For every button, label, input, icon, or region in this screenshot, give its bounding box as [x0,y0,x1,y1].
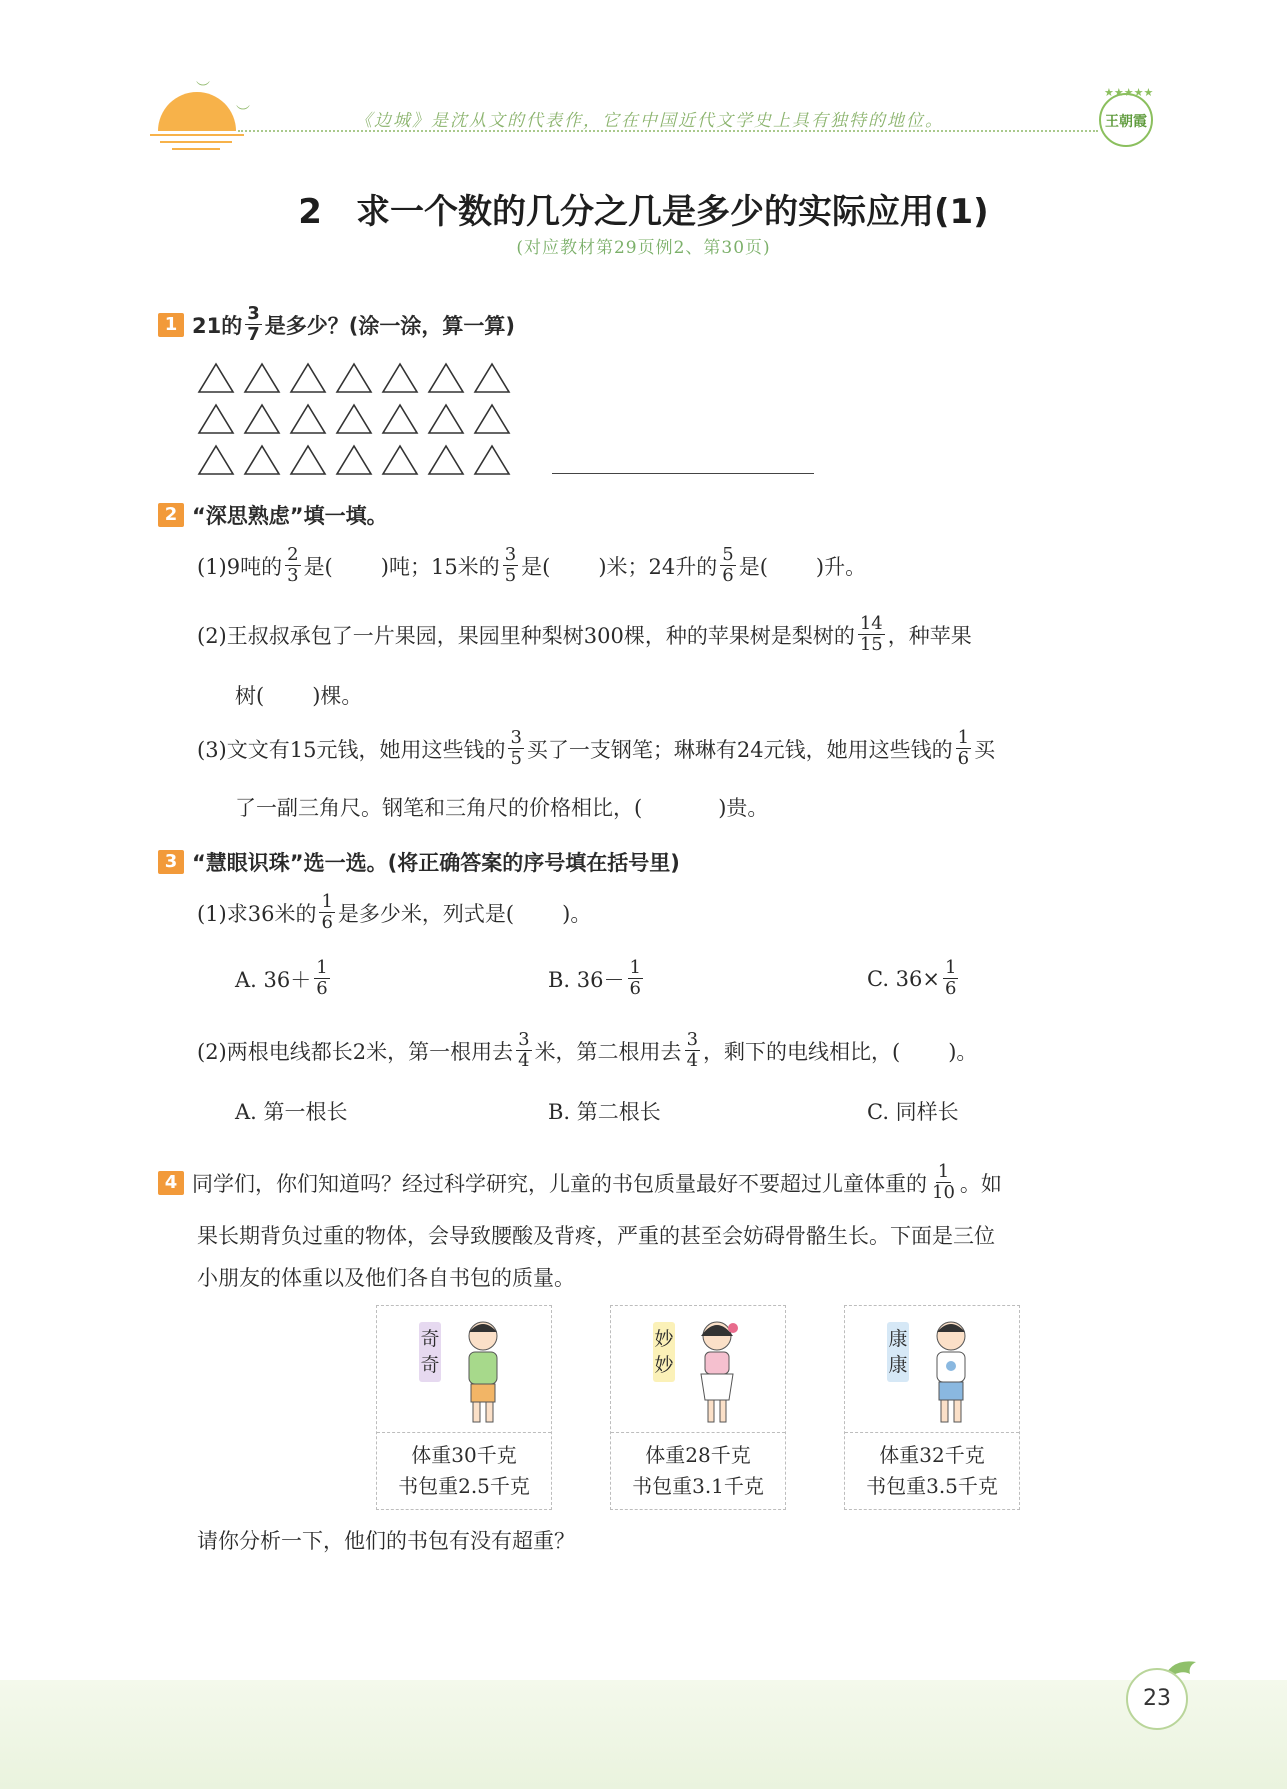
q3-option-c[interactable]: C. 36× $\frac{1}{6}$ [867,957,957,999]
triangle-shape[interactable] [427,403,465,435]
fraction: $\frac{1}{6}$ [945,957,957,999]
fraction: $\frac{3}{7}$ [247,303,260,345]
bag-weight: 书包重2.5千克 [398,1474,530,1498]
girl-icon [689,1318,745,1428]
child-card [844,1305,1020,1510]
q4-line-3: 小朋友的体重以及他们各自书包的质量。 [197,1266,575,1290]
triangle-shape[interactable] [381,362,419,394]
sun-line [160,141,232,143]
child-weight: 体重28千克 [645,1443,751,1467]
question-number: 2 [158,503,184,527]
footer-band [0,1680,1287,1789]
fraction: $\frac{2}{3}$ [287,544,299,586]
child-illustration [611,1306,785,1433]
triangle-shape[interactable] [427,444,465,476]
page-subtitle: (对应教材第29页例2、第30页) [516,238,771,258]
question-number: 1 [158,313,184,337]
q3-part-1: (1)求36米的 $\frac{1}{6}$ 是多少米，列式是( )。 [197,891,592,933]
triangle-row [197,444,511,476]
fraction: $\frac{3}{5}$ [504,544,517,586]
triangle-shape[interactable] [243,403,281,435]
fraction: $\frac{3}{4}$ [686,1029,699,1071]
fraction: $\frac{3}{4}$ [518,1029,530,1071]
fraction: $\frac{1}{6}$ [629,957,641,999]
q2-part-3-cont: 了一副三角尺。钢笔和三角尺的价格相比，( )贵。 [235,796,769,820]
child-card [610,1305,786,1510]
sun-line [150,134,244,136]
q1-text-post: 是多少？(涂一涂，算一算) [264,313,515,338]
svg-text:★★★★★: ★★★★★ [1104,86,1154,99]
triangle-shape[interactable] [473,403,511,435]
bird-icon: ︶ [196,81,210,97]
triangle-row [197,362,511,394]
header-quote: 《边城》是沈从文的代表作，它在中国近代文学史上具有独特的地位。 [355,111,944,131]
triangle-shape[interactable] [243,444,281,476]
triangle-shape[interactable] [289,362,327,394]
child-weight: 体重30千克 [411,1443,517,1467]
child-card [376,1305,552,1510]
triangle-shape[interactable] [197,362,235,394]
logo-text: 王朝霞 [1105,114,1147,130]
bird-icon: ︶ [236,105,250,121]
fraction: $\frac{14}{15}$ [859,613,883,655]
fraction: $\frac{5}{6}$ [722,544,734,586]
q3-option-a[interactable]: A. 36＋ $\frac{1}{6}$ [235,957,328,999]
triangle-shape[interactable] [197,444,235,476]
triangle-shape[interactable] [381,444,419,476]
bag-weight: 书包重3.1千克 [632,1474,764,1498]
triangle-shape[interactable] [335,362,373,394]
q3-option-a[interactable]: A. 第一根长 [235,1100,348,1124]
question-1-heading [158,304,515,345]
triangle-shape[interactable] [197,403,235,435]
child-name-tag: 奇 奇 [419,1322,441,1382]
triangle-shape[interactable] [427,362,465,394]
triangle-shape[interactable] [335,444,373,476]
child-illustration [377,1306,551,1433]
child-weight: 体重32千克 [879,1443,985,1467]
answer-line[interactable] [552,473,814,474]
q3-title: “慧眼识珠”选一选。(将正确答案的序号填在括号里) [192,851,680,875]
q1-text-pre: 21的 [192,313,243,338]
triangle-shape[interactable] [289,444,327,476]
boy-icon [455,1318,511,1428]
triangle-shape[interactable] [243,362,281,394]
triangle-shape[interactable] [335,403,373,435]
child-illustration [845,1306,1019,1433]
fraction: $\frac{1}{6}$ [316,957,328,999]
brand-logo [1090,84,1162,148]
question-number: 4 [158,1171,184,1195]
q3-option-b[interactable]: B. 36－ $\frac{1}{6}$ [548,957,641,999]
question-2-heading [158,500,388,530]
question-3-heading [158,847,680,877]
q2-part-3: (3)文文有15元钱，她用这些钱的 $\frac{3}{5}$ 买了一支钢笔；琳琳有24元钱，她用这些钱的 $\frac{1}{6}$ 买 [197,727,996,769]
fraction: $\frac{1}{10}$ [932,1161,955,1203]
q4-final-question: 请你分析一下，他们的书包有没有超重？ [197,1529,575,1553]
q4-line-1: 4 同学们，你们知道吗？经过科学研究，儿童的书包质量最好不要超过儿童体重的 $\frac{1}{10}$ 。如 [158,1162,1002,1203]
triangle-shape[interactable] [473,444,511,476]
page-title: 2 求一个数的几分之几是多少的实际应用(1) [298,192,989,232]
fraction: $\frac{1}{6}$ [321,891,333,933]
q2-part-1: (1)9吨的 $\frac{2}{3}$ 是( )吨；15米的 $\frac{3}{5}$ 是( )米；24升的 $\frac{5}{6}$ 是( )升。 [197,544,867,586]
triangle-shape[interactable] [381,403,419,435]
q4-line-2: 果长期背负过重的物体，会导致腰酸及背疼，严重的甚至会妨碍骨骼生长。下面是三位 [197,1224,995,1248]
q3-option-b[interactable]: B. 第二根长 [548,1100,661,1124]
fraction: $\frac{1}{6}$ [957,727,970,769]
sun-line [172,148,220,150]
triangle-row [197,403,511,435]
question-number: 3 [158,850,184,874]
triangle-shape[interactable] [289,403,327,435]
bag-weight: 书包重3.5千克 [866,1474,998,1498]
q3-option-c[interactable]: C. 同样长 [867,1100,959,1124]
child-name-tag: 康 康 [887,1322,909,1382]
triangle-shape[interactable] [473,362,511,394]
q2-part-2: (2)王叔叔承包了一片果园，果园里种梨树300棵，种的苹果树是梨树的 $\frac{14}{15}$ ，种苹果 [197,613,972,655]
boy-icon [923,1318,979,1428]
q3-part-2: (2)两根电线都长2米，第一根用去 $\frac{3}{4}$ 米，第二根用去 $\frac{3}{4}$ ，剩下的电线相比，( )。 [197,1029,978,1071]
page-number: 23 [1126,1668,1188,1730]
fraction: $\frac{3}{5}$ [510,727,522,769]
q2-part-2-cont: 树( )棵。 [235,684,363,708]
q2-title: “深思熟虑”填一填。 [192,504,388,528]
child-name-tag: 妙 妙 [653,1322,675,1382]
